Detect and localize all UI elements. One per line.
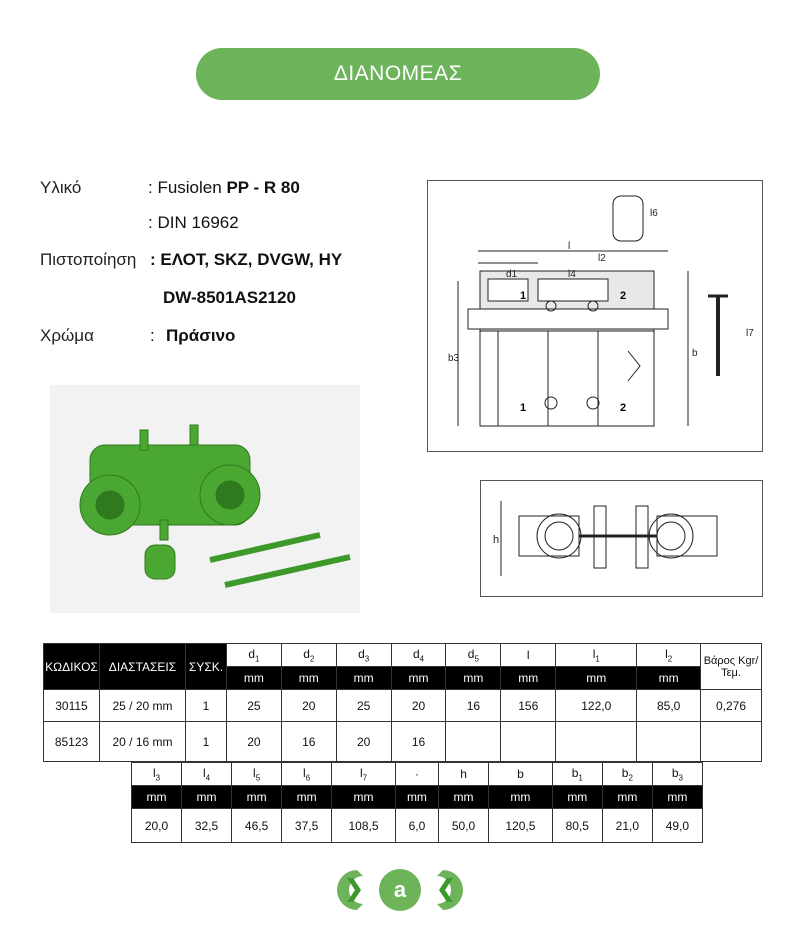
cell: 1 — [186, 690, 227, 722]
cell: 20 — [391, 690, 446, 722]
col-d2: $d_2$ — [281, 644, 336, 667]
cell: 25 / 20 mm — [100, 690, 186, 722]
svg-text:1: 1 — [520, 290, 527, 302]
svg-text:h: h — [493, 534, 500, 546]
cell — [446, 722, 501, 762]
technical-drawing-front — [427, 180, 763, 452]
product-photo — [50, 385, 360, 613]
unit-cell: mm — [227, 667, 282, 690]
col-d3: $d_3$ — [336, 644, 391, 667]
cell: 20 / 16 mm — [100, 722, 186, 762]
cert-label: Πιστοποίηση — [40, 250, 137, 269]
svg-text:l: l — [568, 241, 571, 252]
drawing-top-svg — [481, 481, 762, 596]
col-weight-header: Βάρος Kgr/Τεμ. — [701, 644, 762, 690]
svg-text:l2: l2 — [598, 253, 606, 264]
unit-cell: mm — [637, 667, 701, 690]
cell: 80,5 — [552, 809, 602, 843]
col-b2: $b_2$ — [602, 763, 652, 786]
col-dims-header: ΔΙΑΣΤΑΣΕΙΣ — [100, 644, 186, 690]
col-l1: $l_1$ — [556, 644, 637, 667]
unit-cell: mm — [332, 786, 396, 809]
cell: 16 — [391, 722, 446, 762]
col-d4: $d_4$ — [391, 644, 446, 667]
dimensions-table-1 — [43, 643, 762, 762]
dimensions-table-2 — [131, 762, 703, 843]
unit-cell: mm — [282, 786, 332, 809]
svg-text:l4: l4 — [568, 269, 576, 280]
unit-cell: mm — [336, 667, 391, 690]
cell: 46,5 — [232, 809, 282, 843]
cell: 50,0 — [439, 809, 489, 843]
color-value: Πράσινο — [166, 326, 236, 345]
cell — [556, 722, 637, 762]
material-value — [148, 178, 300, 198]
cell: 120,5 — [489, 809, 553, 843]
cell: 25 — [336, 690, 391, 722]
cell: 25 — [227, 690, 282, 722]
drawing-svg — [428, 181, 762, 451]
col-l3: $l_3$ — [132, 763, 182, 786]
page-title: ΔΙΑΝΟΜΕΑΣ — [196, 48, 600, 100]
unit-cell: mm — [439, 786, 489, 809]
col-dot: · — [395, 763, 438, 786]
cell: 20 — [227, 722, 282, 762]
col-l5: $l_5$ — [232, 763, 282, 786]
cell: 16 — [281, 722, 336, 762]
technical-drawing-top — [480, 480, 763, 597]
unit-cell: mm — [556, 667, 637, 690]
cell: 49,0 — [652, 809, 702, 843]
table-row — [44, 722, 762, 762]
cell: 85123 — [44, 722, 100, 762]
cert-value-2: DW-8501AS2120 — [163, 288, 296, 307]
logo-svg — [333, 866, 467, 914]
unit-cell: mm — [232, 786, 282, 809]
cell — [501, 722, 556, 762]
col-d1: $d_1$ — [227, 644, 282, 667]
unit-cell: mm — [489, 786, 553, 809]
product-svg — [50, 385, 360, 613]
cell: 1 — [186, 722, 227, 762]
cell — [637, 722, 701, 762]
cell: 156 — [501, 690, 556, 722]
units-row — [132, 786, 703, 809]
col-l7: $l_7$ — [332, 763, 396, 786]
col-l: l — [501, 644, 556, 667]
svg-text:l6: l6 — [650, 208, 658, 219]
brand-logo — [333, 866, 467, 914]
col-h: h — [439, 763, 489, 786]
material-prefix: : Fusiolen — [148, 178, 222, 197]
cell: 6,0 — [395, 809, 438, 843]
svg-text:b: b — [692, 348, 698, 359]
svg-text:2: 2 — [620, 402, 627, 414]
cert-value: : ΕΛΟΤ, SKZ, DVGW, HY — [150, 250, 343, 269]
svg-text:b3: b3 — [448, 353, 460, 364]
col-l4: $l_4$ — [182, 763, 232, 786]
cell: 30115 — [44, 690, 100, 722]
col-b: b — [489, 763, 553, 786]
standard-value: : DIN 16962 — [148, 213, 239, 232]
cell: 37,5 — [282, 809, 332, 843]
unit-cell: mm — [652, 786, 702, 809]
col-l6: $l_6$ — [282, 763, 332, 786]
svg-text:1: 1 — [520, 402, 527, 414]
table-row — [132, 809, 703, 843]
cell: 122,0 — [556, 690, 637, 722]
svg-text:d1: d1 — [506, 269, 518, 280]
unit-cell: mm — [182, 786, 232, 809]
unit-cell: mm — [132, 786, 182, 809]
table-row — [44, 690, 762, 722]
cell: 20 — [281, 690, 336, 722]
col-code-header: ΚΩΔΙΚΟΣ — [44, 644, 100, 690]
cell: 16 — [446, 690, 501, 722]
svg-text:l7: l7 — [746, 328, 754, 339]
material-label: Υλικό — [40, 178, 82, 197]
unit-cell: mm — [281, 667, 336, 690]
cell: 108,5 — [332, 809, 396, 843]
material-grade: PP - R 80 — [226, 178, 300, 197]
color-colon: : — [150, 326, 155, 345]
color-label: Χρώμα — [40, 326, 94, 345]
cell: 20,0 — [132, 809, 182, 843]
svg-text:2: 2 — [620, 290, 627, 302]
cell: 85,0 — [637, 690, 701, 722]
col-l2: $l_2$ — [637, 644, 701, 667]
unit-cell: mm — [501, 667, 556, 690]
unit-cell: mm — [395, 786, 438, 809]
unit-cell: mm — [602, 786, 652, 809]
cell: 20 — [336, 722, 391, 762]
col-b3: $b_3$ — [652, 763, 702, 786]
col-b1: $b_1$ — [552, 763, 602, 786]
cell — [701, 722, 762, 762]
col-pack-header: ΣΥΣΚ. — [186, 644, 227, 690]
header-row — [132, 763, 703, 786]
unit-cell: mm — [391, 667, 446, 690]
unit-cell: mm — [446, 667, 501, 690]
col-d5: $d_5$ — [446, 644, 501, 667]
unit-cell: mm — [552, 786, 602, 809]
cell: 0,276 — [701, 690, 762, 722]
cell: 21,0 — [602, 809, 652, 843]
svg-text:a: a — [393, 877, 407, 902]
cell: 32,5 — [182, 809, 232, 843]
